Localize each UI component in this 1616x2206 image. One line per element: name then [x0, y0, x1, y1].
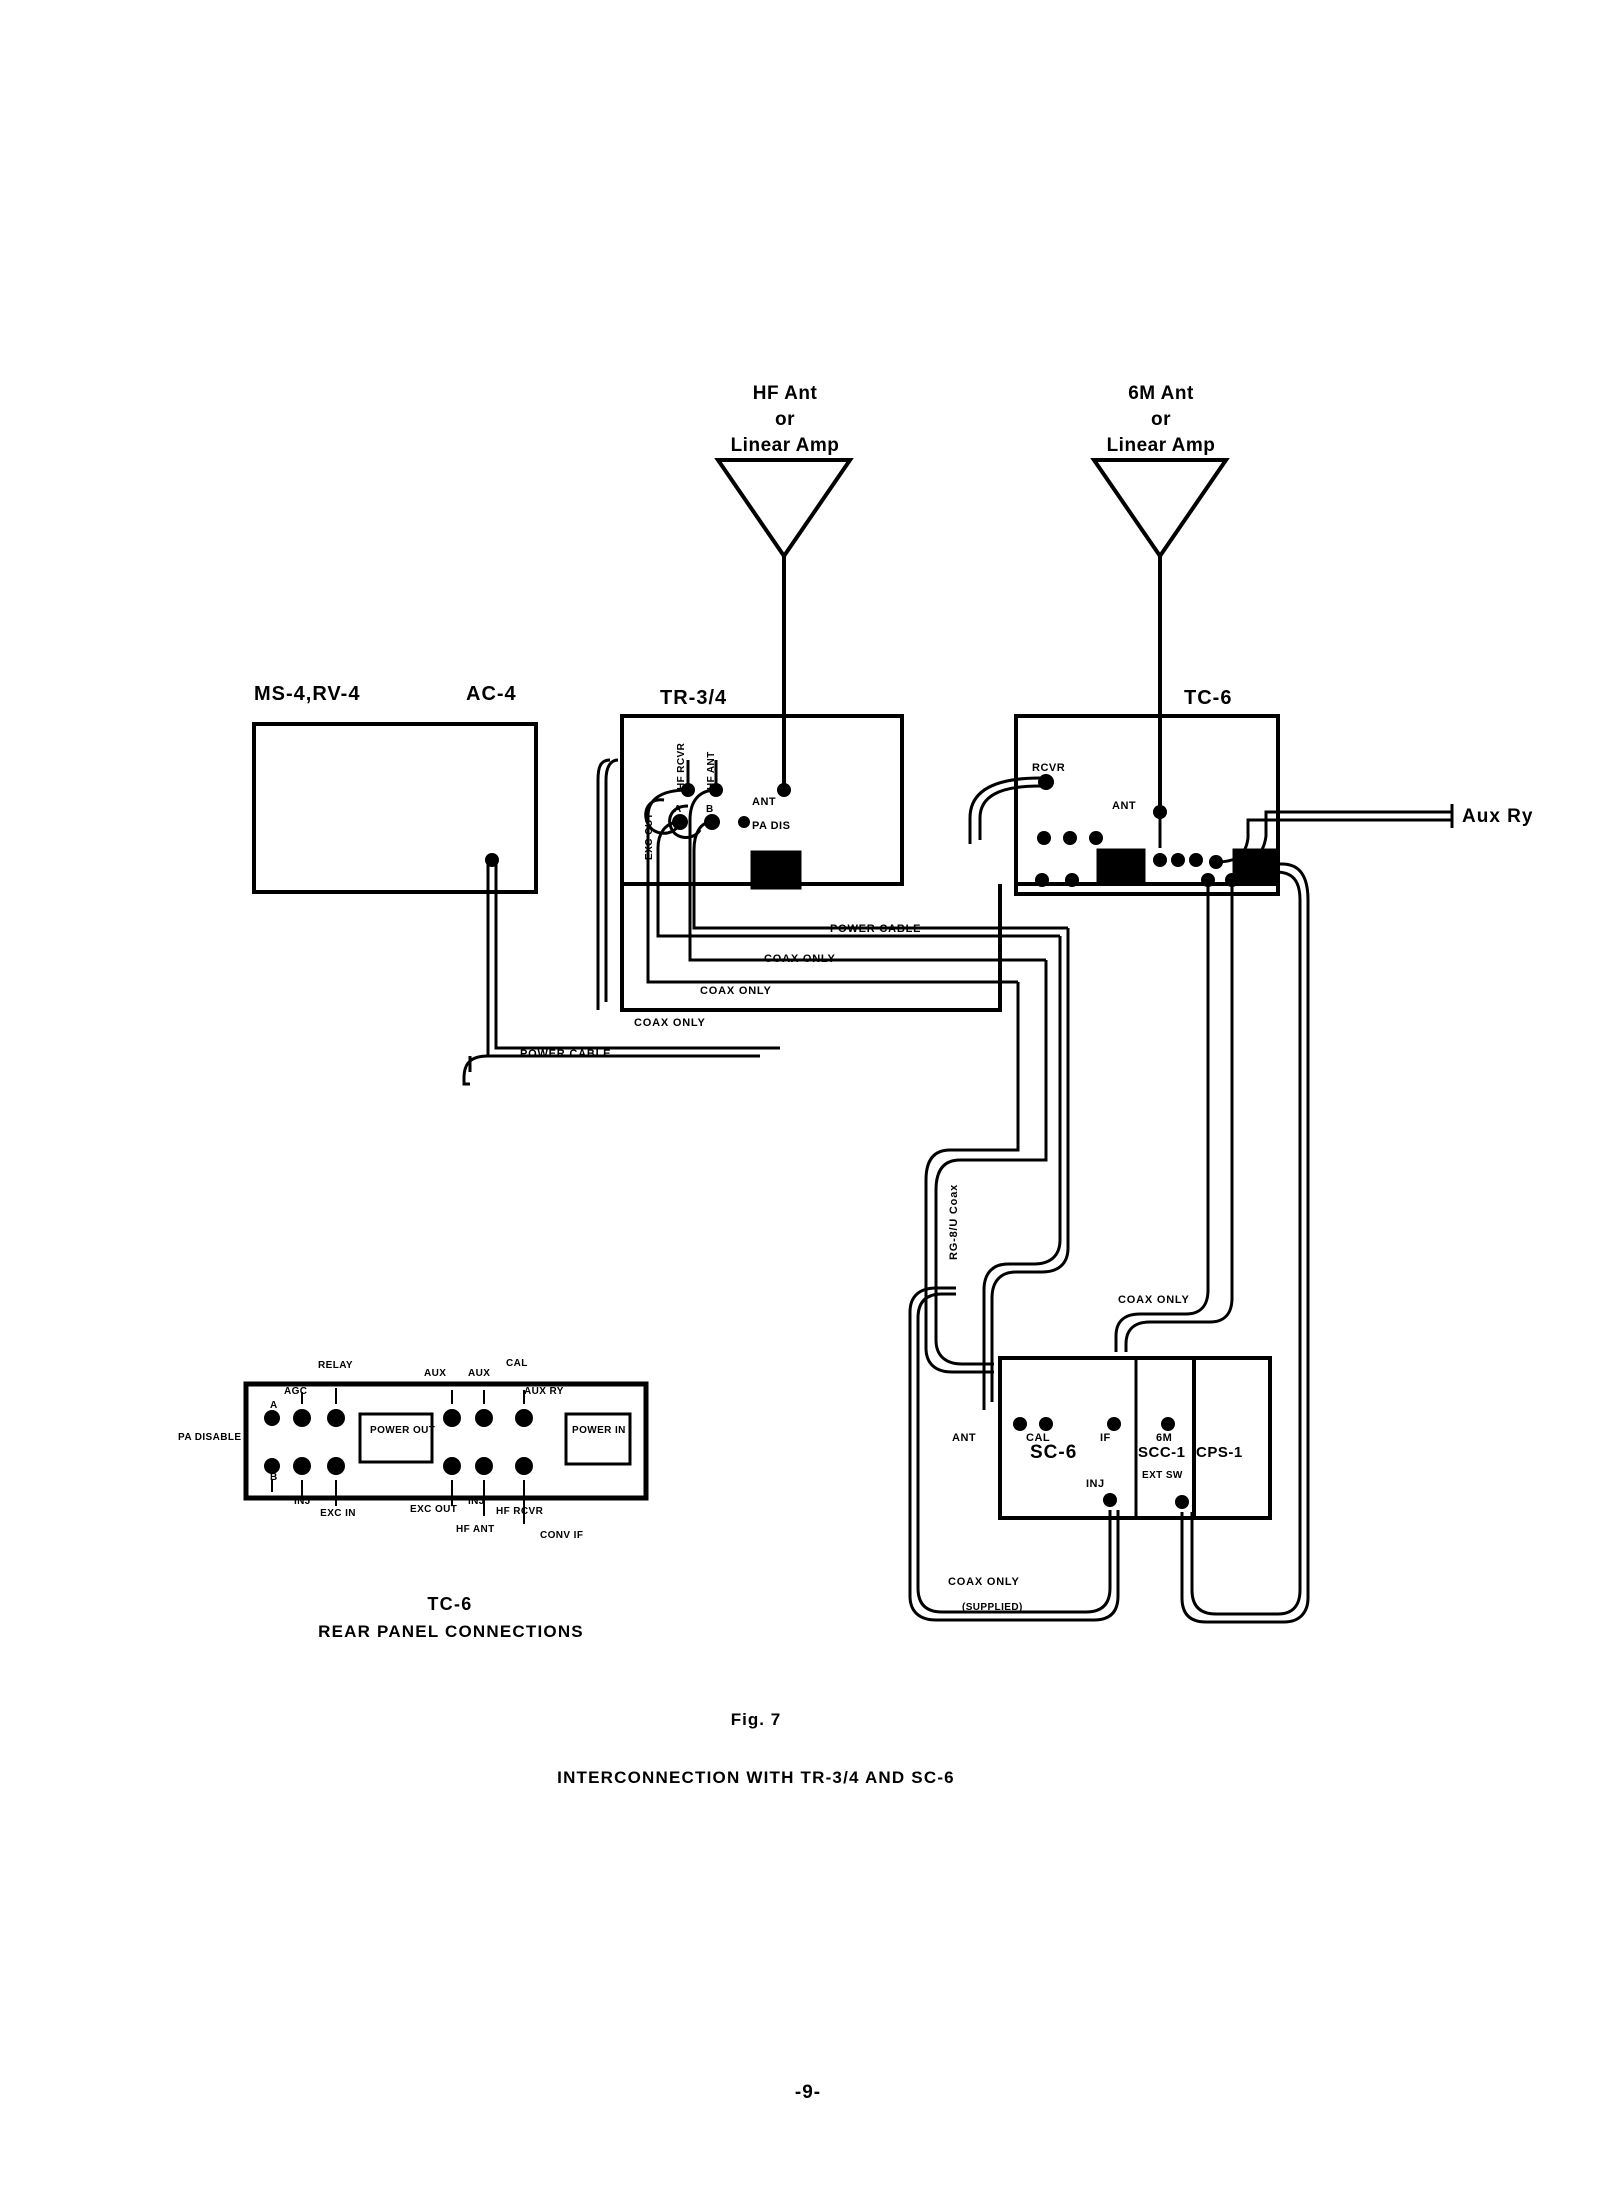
tc-connector-block-left	[1098, 850, 1144, 884]
cable-label-coax-only-5: COAX ONLY	[948, 1576, 1020, 1588]
hf-antenna-label-line2: or	[775, 409, 795, 430]
coax-vertical-label: RG-8/U Coax	[948, 1183, 960, 1260]
scc-label: SCC-1	[1138, 1444, 1186, 1461]
sc-terminal-ant-label: ANT	[952, 1432, 977, 1444]
tr-connector-block	[752, 852, 800, 888]
rear-panel-label-pa-disable: PA DISABLE	[178, 1432, 242, 1443]
six-meter-antenna-symbol	[1094, 460, 1226, 556]
rear-panel-label-inj-1: INJ	[294, 1496, 311, 1507]
cable-label-power-cable-2: POWER CABLE	[520, 1048, 612, 1060]
rear-panel-label-aux-ry: AUX RY	[524, 1386, 564, 1397]
sc-terminal-cal-label: CAL	[1026, 1432, 1051, 1444]
sc-label: SC-6	[1030, 1442, 1078, 1463]
rear-panel-power-in-label: POWER IN	[572, 1425, 626, 1436]
rear-panel-outline	[246, 1384, 646, 1498]
six-meter-antenna-label-line1: 6M Ant	[1128, 383, 1194, 404]
rear-panel-label-b: B	[270, 1472, 278, 1483]
cable-label-power-cable-1: POWER CABLE	[830, 923, 922, 935]
sc-terminal-inj-label: INJ	[1086, 1478, 1105, 1490]
hf-antenna-symbol	[718, 460, 850, 556]
page-number: -9-	[794, 2082, 822, 2103]
ac-label: AC-4	[466, 683, 517, 705]
tr-terminal-a-label: A	[674, 804, 682, 815]
tr-terminal-exc-out-label: EXC OUT	[644, 812, 655, 860]
rear-panel-label-aux-2: AUX	[468, 1368, 491, 1379]
rear-panel-label-inj-2: INJ	[468, 1496, 485, 1507]
rear-panel-subtitle: REAR PANEL CONNECTIONS	[318, 1622, 584, 1641]
cable-label-supplied: (SUPPLIED)	[962, 1602, 1023, 1613]
rear-panel-label-hf-ant: HF ANT	[456, 1524, 495, 1535]
sc-terminal-ext-sw-label: EXT SW	[1142, 1470, 1183, 1481]
figure-caption: INTERCONNECTION WITH TR-3/4 AND SC-6	[557, 1768, 955, 1787]
rear-panel-label-a: A	[270, 1400, 278, 1411]
rear-panel-label-exc-out: EXC OUT	[410, 1504, 458, 1515]
six-meter-antenna-label-line2: or	[1151, 409, 1171, 430]
ms-rv-label: MS-4,RV-4	[254, 683, 361, 705]
rear-panel-label-agc: AGC	[284, 1386, 308, 1397]
rear-panel-power-out-label: POWER OUT	[370, 1425, 436, 1436]
cable-label-coax-only-1: COAX ONLY	[764, 953, 836, 965]
tc-label: TC-6	[1184, 687, 1233, 709]
figure-number: Fig. 7	[730, 1710, 782, 1729]
tr-label: TR-3/4	[660, 687, 728, 709]
cps-box	[1194, 1358, 1270, 1518]
rear-panel-label-cal: CAL	[506, 1358, 528, 1369]
rear-panel-label-hf-rcvr: HF RCVR	[496, 1506, 544, 1517]
ms-rv-ac-box	[254, 724, 536, 892]
rear-panel-title: TC-6	[427, 1594, 473, 1614]
tr-terminal-b-label: B	[706, 804, 714, 815]
rear-panel-label-aux-1: AUX	[424, 1368, 447, 1379]
six-meter-antenna-label-line3: Linear Amp	[1106, 435, 1216, 456]
cable-label-coax-only-3: COAX ONLY	[634, 1017, 706, 1029]
power-in-box	[566, 1414, 630, 1464]
tr-terminal-ant-label: ANT	[752, 796, 777, 808]
hf-antenna-label-line3: Linear Amp	[730, 435, 840, 456]
rear-panel-label-relay: RELAY	[318, 1360, 353, 1371]
rear-panel-label-exc-in: EXC IN	[320, 1508, 356, 1519]
aux-ry-label: Aux Ry	[1462, 806, 1534, 827]
tr-terminal-hf-rcvr-label: HF RCVR	[676, 742, 687, 790]
tr-terminal-hf-ant-label: HF ANT	[706, 751, 717, 790]
cable-label-coax-only-2: COAX ONLY	[700, 985, 772, 997]
sc-terminal-6m-label: 6M	[1156, 1432, 1173, 1444]
cps-label: CPS-1	[1196, 1444, 1243, 1461]
sc-terminal-if-label: IF	[1100, 1432, 1111, 1444]
power-out-box	[360, 1414, 436, 1462]
hf-antenna-label-line1: HF Ant	[752, 383, 818, 404]
tr-terminal-pa-dis-label: PA DIS	[752, 820, 791, 832]
rear-panel-label-conv-if: CONV IF	[540, 1530, 584, 1541]
cable-label-coax-only-4: COAX ONLY	[1118, 1294, 1190, 1306]
tc-terminal-rcvr-label: RCVR	[1032, 762, 1066, 774]
tc-terminal-ant-label: ANT	[1112, 800, 1137, 812]
